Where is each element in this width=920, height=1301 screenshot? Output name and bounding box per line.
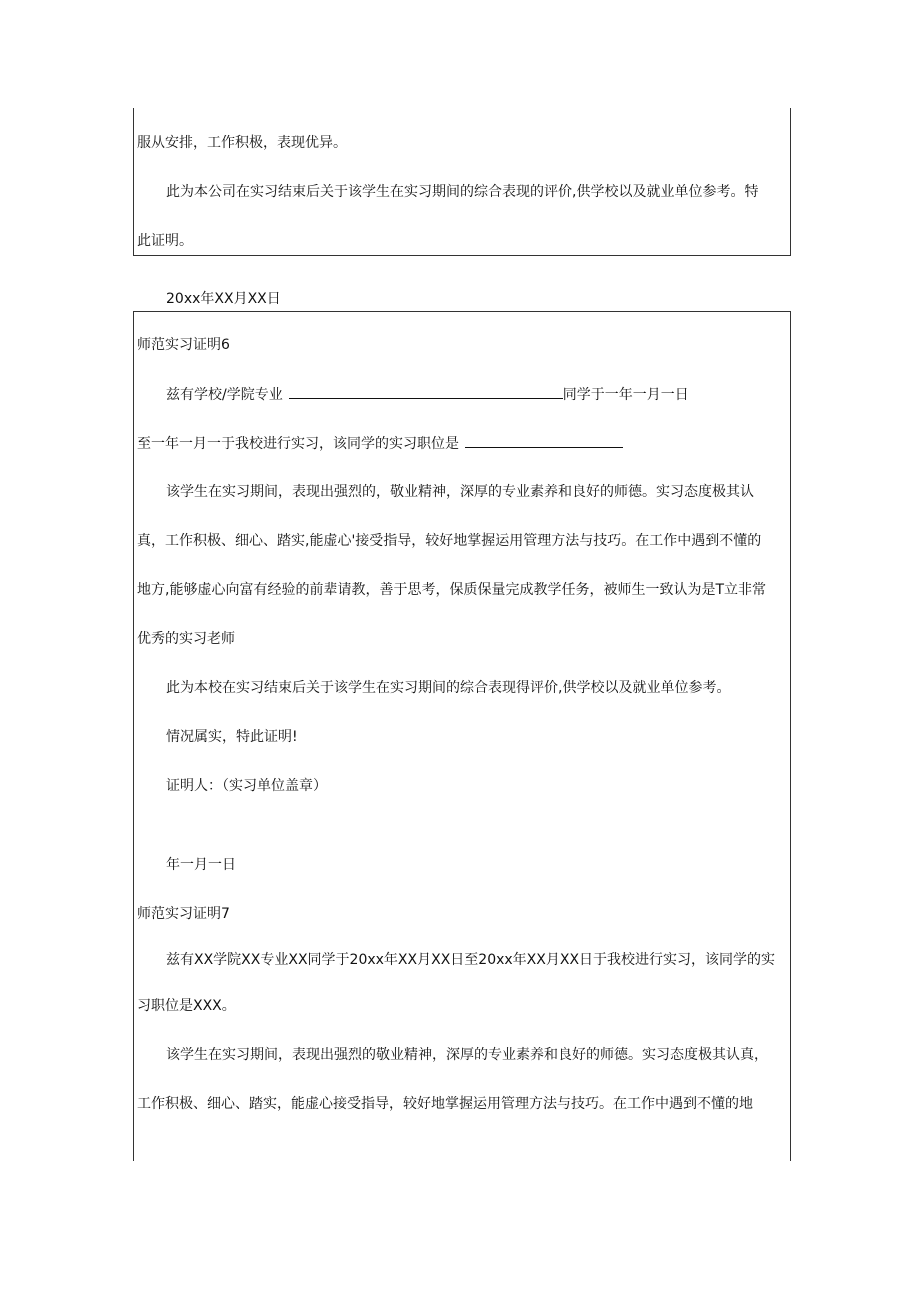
section-title-6: 师范实习证明6	[137, 337, 230, 353]
paragraph-line: 优秀的实习老师	[137, 631, 235, 647]
fill-in-line-1	[166, 384, 689, 405]
fill-in-line-2	[137, 433, 623, 454]
blank-underline	[465, 433, 623, 448]
paragraph-line: 该学生在实习期间，表现出强烈的敬业精神，深厚的专业素养和良好的师德。实习态度极其认真，	[166, 1047, 768, 1063]
date-line: 年一月一日	[166, 857, 236, 873]
blank-underline	[289, 384, 563, 399]
paragraph-line: 此证明。	[137, 233, 193, 249]
section-title-7: 师范实习证明7	[137, 906, 230, 922]
paragraph-line: 该学生在实习期间，表现出强烈的，敬业精神，深厚的专业素养和良好的师德。实习态度极其认	[166, 484, 754, 500]
paragraph-line: 地方,能够虚心向富有经验的前辈请教，善于思考，保质保量完成教学任务，被师生一致认为是T立非常	[137, 582, 766, 598]
fill-in-prefix: 至一年一月一于我校进行实习，该同学的实习职位是	[137, 436, 459, 452]
fill-in-prefix: 兹有学校/学院专业	[166, 387, 283, 403]
paragraph-line: 真，工作积极、细心、踏实,能虚心'接受指导，较好地掌握运用管理方法与技巧。在工作中遇到不懂的	[137, 533, 762, 549]
signature-line: 证明人：（实习单位盖章）	[166, 778, 327, 794]
paragraph-line: 服从安排，工作积极，表现优异。	[137, 135, 347, 151]
paragraph-line: 情况属实，特此证明!	[166, 729, 298, 745]
paragraph-line: 此为本校在实习结束后关于该学生在实习期间的综合表现得评价,供学校以及就业单位参考。	[166, 680, 731, 696]
paragraph-line: 此为本公司在实习结束后关于该学生在实习期间的综合表现的评价,供学校以及就业单位参考。特	[166, 184, 759, 200]
fill-in-suffix: 同学于一年一月一日	[562, 387, 689, 403]
paragraph-line: 习职位是XXX。	[137, 998, 236, 1014]
paragraph-line: 工作积极、细心、踏实，能虚心接受指导，较好地掌握运用管理方法与技巧。在工作中遇到不懂的地	[137, 1096, 753, 1112]
paragraph-line: 兹有XX学院XX专业XX同学于20xx年XX月XX日至20xx年XX月XX日于我校进行实习，该同学的实	[166, 952, 776, 968]
date-line: 20xx年XX月XX日	[166, 291, 281, 307]
